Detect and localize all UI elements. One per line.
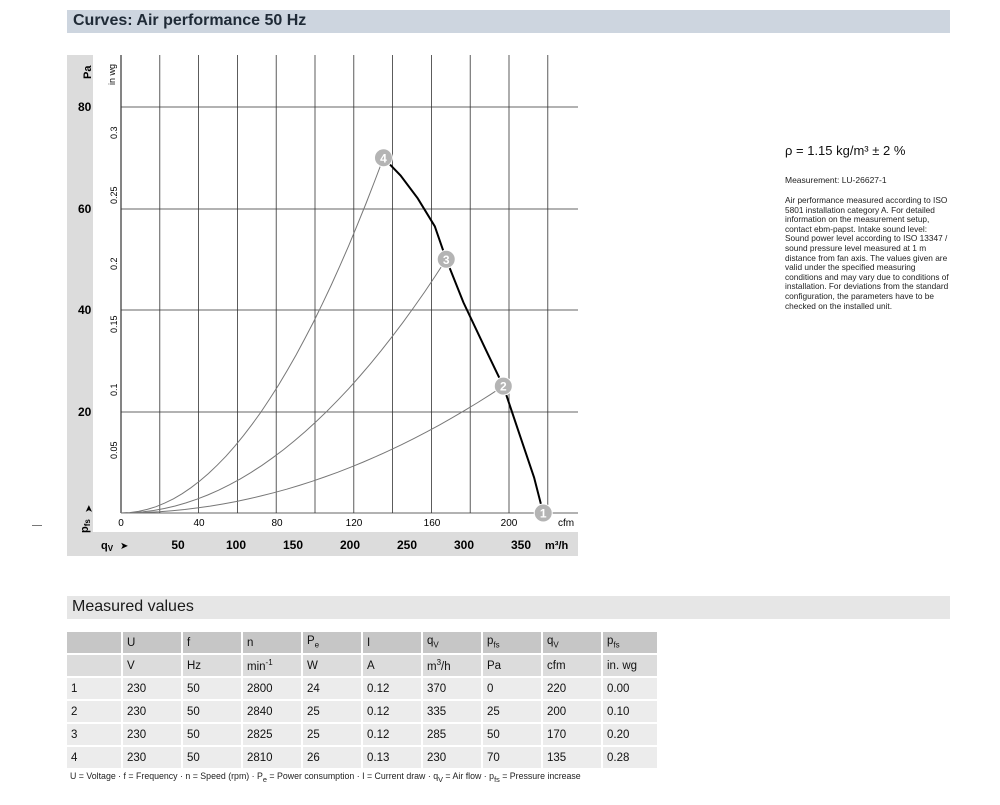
- table-cell: 25: [482, 700, 542, 723]
- table-cell: 230: [122, 746, 182, 769]
- measurement-notes: [785, 196, 960, 311]
- y-axis-symbol: pfs: [79, 519, 92, 533]
- x-cfm-tick: 120: [345, 518, 363, 529]
- table-cell: 25: [302, 700, 362, 723]
- x-cfm-tick: 80: [271, 518, 283, 529]
- table-cell: $P_e$: [302, 632, 362, 654]
- x-axis-symbol: qV: [101, 540, 114, 553]
- table-cell: 0.12: [362, 700, 422, 723]
- measured-values-bar: [67, 596, 950, 619]
- x-m3h-tick: 50: [171, 538, 185, 552]
- table-cell: 24: [302, 677, 362, 700]
- table-row: [67, 723, 658, 746]
- table-cell: 50: [182, 700, 242, 723]
- table-cell: Pa: [482, 654, 542, 677]
- table-cell: 2800: [242, 677, 302, 700]
- x-cfm-tick: 0: [118, 518, 124, 529]
- x-axis-arrow: ➤: [120, 541, 129, 552]
- table-cell: 230: [422, 746, 482, 769]
- x-cfm-tick: 200: [500, 518, 518, 529]
- table-cell: f: [182, 632, 242, 654]
- x-m3h-label: m³/h: [545, 540, 569, 552]
- table-cell: 0.28: [602, 746, 658, 769]
- table-cell: 230: [122, 723, 182, 746]
- table-cell: $q_V$: [542, 632, 602, 654]
- table-cell: 70: [482, 746, 542, 769]
- table-cell: U: [122, 632, 182, 654]
- x-cfm-tick: 160: [423, 518, 441, 529]
- table-cell: 4: [67, 746, 122, 769]
- y-secondary-tick: 0.3: [109, 126, 119, 139]
- table-cell: 0: [482, 677, 542, 700]
- y-primary-tick: 20: [78, 405, 92, 419]
- operating-point-label: 1: [539, 506, 547, 521]
- table-cell: 335: [422, 700, 482, 723]
- table-cell: 0.00: [602, 677, 658, 700]
- table-cell: 3: [67, 723, 122, 746]
- table-cell: 230: [122, 700, 182, 723]
- y-secondary-tick: 0.05: [109, 441, 119, 459]
- grid: [121, 55, 578, 513]
- y-secondary-tick: 0.15: [109, 315, 119, 333]
- y-secondary-tick: 0.1: [109, 383, 119, 396]
- table-cell: 25: [302, 723, 362, 746]
- system-curve-4: [121, 158, 384, 513]
- table-cell: 2: [67, 700, 122, 723]
- measured-values-table: [67, 632, 659, 770]
- table-cell: 26: [302, 746, 362, 769]
- note-line: distance from fan axis. The values given are: [785, 252, 948, 263]
- table-cell: $m^3/h$: [422, 654, 482, 677]
- table-cell: 230: [122, 677, 182, 700]
- table-cell: 2825: [242, 723, 302, 746]
- table-cell: 1: [67, 677, 122, 700]
- table-cell: 50: [182, 677, 242, 700]
- hdr-row: [67, 632, 658, 654]
- table-cell: 370: [422, 677, 482, 700]
- x-m3h-tick: 350: [510, 538, 532, 552]
- table-cell: $p_{fs}$: [482, 632, 542, 654]
- table-cell: 0.20: [602, 723, 658, 746]
- table-cell: 200: [542, 700, 602, 723]
- y-axis-arrow: ➤: [84, 504, 95, 513]
- table-cell: $\min^{-1}$: [242, 654, 302, 677]
- x-m3h-tick: 150: [282, 538, 304, 552]
- table-cell: 2840: [242, 700, 302, 723]
- table-row: [67, 700, 658, 723]
- table-cell: 170: [542, 723, 602, 746]
- y-secondary-label: in wg: [107, 63, 117, 85]
- note-line: conditions and may vary due to conditions of: [785, 271, 949, 282]
- y-primary-tick: 60: [78, 202, 92, 216]
- table-cell: cfm: [542, 654, 602, 677]
- x-m3h-tick: 200: [339, 538, 361, 552]
- note-line: Air performance measured according to ISO: [785, 195, 948, 205]
- note-line: information on the measurement setup,: [785, 214, 930, 225]
- table-cell: 50: [482, 723, 542, 746]
- air-density: ρ = 1.15 kg/m³ ± 2 %: [785, 143, 906, 158]
- table-cell: W: [302, 654, 362, 677]
- note-line: valid under the specified measuring: [785, 262, 916, 273]
- table-cell: 220: [542, 677, 602, 700]
- table-cell: I: [362, 632, 422, 654]
- x-m3h-tick: 250: [396, 538, 418, 552]
- page-title: Curves: Air performance 50 Hz: [73, 12, 307, 29]
- table-cell: 50: [182, 746, 242, 769]
- note-line: installation. For deviations from the standard: [785, 281, 949, 292]
- table-cell: 0.12: [362, 677, 422, 700]
- table-cell: n: [242, 632, 302, 654]
- note-line: configuration, the parameters have to be: [785, 290, 934, 301]
- operating-point-label: 2: [499, 379, 507, 394]
- x-cfm-label: cfm: [558, 518, 575, 529]
- note-line: 5801 installation category A. For detailed: [785, 204, 935, 215]
- table-cell: 135: [542, 746, 602, 769]
- unit-row: [67, 654, 658, 677]
- note-line: checked on the installed unit.: [785, 300, 893, 311]
- table-cell: 0.12: [362, 723, 422, 746]
- operating-point-label: 4: [380, 151, 387, 166]
- x-cfm-tick: 40: [193, 518, 205, 529]
- x-m3h-tick: 100: [225, 538, 247, 552]
- table-cell: $p_{fs}$: [602, 632, 658, 654]
- table-cell: 0.13: [362, 746, 422, 769]
- table-cell: 0.10: [602, 700, 658, 723]
- y-secondary-tick: 0.25: [109, 186, 119, 204]
- note-line: Sound power level according to ISO 13347 /: [785, 233, 948, 244]
- table-cell: 50: [182, 723, 242, 746]
- measurement-id: Measurement: LU-26627-1: [785, 175, 887, 185]
- table-cell: [67, 654, 122, 677]
- operating-point-label: 3: [442, 252, 450, 267]
- table-cell: 2810: [242, 746, 302, 769]
- y-primary-tick: 40: [78, 303, 92, 317]
- y-secondary-tick: 0.2: [109, 257, 119, 270]
- note-line: sound pressure level measured at 1 m: [785, 242, 927, 253]
- y-primary-tick: 80: [78, 100, 92, 114]
- x-m3h-tick: 300: [453, 538, 475, 552]
- table-cell: A: [362, 654, 422, 677]
- table-row: [67, 746, 658, 769]
- table-cell: in. wg: [602, 654, 658, 677]
- y-primary-label: Pa: [82, 65, 94, 79]
- system-curve-2: [121, 386, 503, 513]
- table-cell: [67, 632, 122, 654]
- footnote: U = Voltage · f = Frequency · n = Speed $(rpm) \cdot P_e$ = Power consumption · I = Current draw · $q_V$ = Air flow · $p_{fs}$ = Pressure increase: [70, 771, 581, 784]
- x-axis-band: [67, 532, 578, 556]
- info-panel: [785, 143, 960, 311]
- table-row: [67, 677, 658, 700]
- table-cell: $q_V$: [422, 632, 482, 654]
- table-cell: 285: [422, 723, 482, 746]
- measured-values-title: Measured values: [72, 598, 194, 615]
- system-curve-3: [121, 259, 446, 513]
- table-cell: Hz: [182, 654, 242, 677]
- table-cell: V: [122, 654, 182, 677]
- note-line: contact ebm-papst. Intake sound level:: [785, 223, 928, 234]
